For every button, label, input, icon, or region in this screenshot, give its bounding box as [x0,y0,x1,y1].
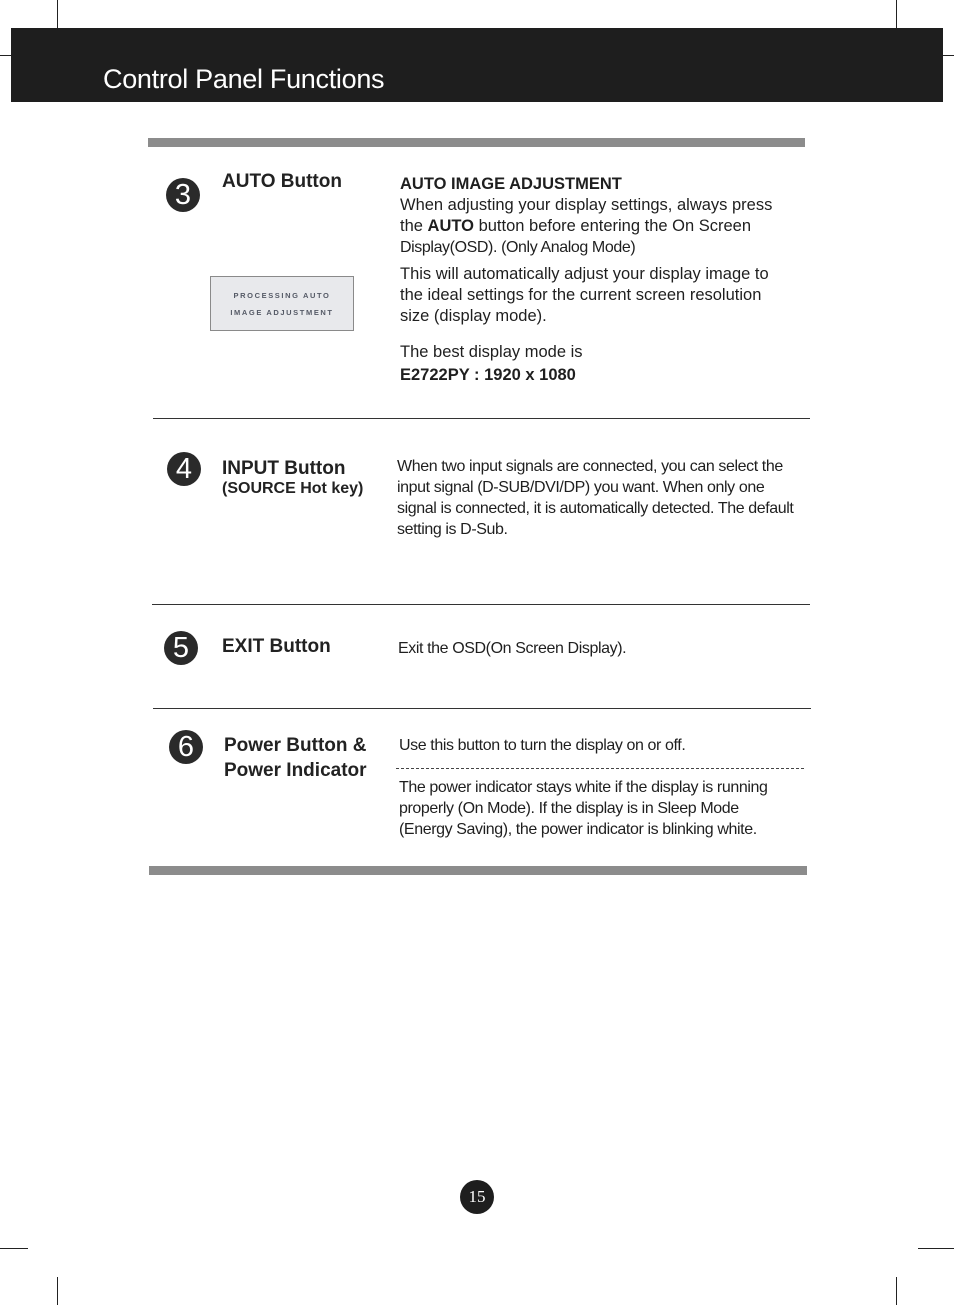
auto-text-fragment: the [400,217,428,235]
section-number-6: 6 [169,730,203,764]
auto-text-line: the ideal settings for the current screen resolution [400,286,762,304]
exit-text: Exit the OSD(On Screen Display). [398,640,627,657]
auto-text-line: This will automatically adjust your display image to [400,265,769,283]
section-number-5: 5 [164,631,198,665]
crop-mark [57,0,58,28]
auto-text-line: The best display mode is [400,343,583,361]
power-indicator-text-line: properly (On Mode). If the display is in Sleep Mode [399,800,739,817]
crop-mark [943,55,954,56]
auto-text-fragment: button before entering the On Screen [473,217,752,235]
power-indicator-text-line: (Energy Saving), the power indicator is blinking white. [399,821,757,838]
power-indicator-title: Power Indicator [224,760,367,781]
input-text-line: signal is connected, it is automatically detected. The default [397,500,794,517]
crop-mark [57,1277,58,1305]
osd-line-2: IMAGE ADJUSTMENT [230,308,334,317]
osd-message-box [210,276,354,331]
crop-mark [896,1277,897,1305]
input-text-line: When two input signals are connected, you can select the [397,458,783,475]
power-text: Use this button to turn the display on or off. [399,737,686,754]
section-divider [152,604,810,605]
input-text-line: input signal (D-SUB/DVI/DP) you want. When only one [397,479,765,496]
auto-text-line: Display(OSD). (Only Analog Mode) [400,239,636,256]
crop-mark [896,0,897,28]
auto-heading: AUTO IMAGE ADJUSTMENT [400,175,622,193]
section-divider [153,418,810,419]
top-divider [148,138,805,147]
page-number: 15 [460,1180,494,1214]
input-button-title: INPUT Button [222,458,346,479]
power-indicator-text-line: The power indicator stays white if the display is running [399,779,768,796]
section-number-4: 4 [167,452,201,486]
crop-mark [0,1248,28,1249]
auto-text-line: size (display mode). [400,307,547,325]
auto-text-line [400,216,751,237]
crop-mark [918,1248,954,1249]
exit-button-title: EXIT Button [222,636,331,657]
auto-text-line: When adjusting your display settings, always press [400,196,773,214]
power-button-title: Power Button & [224,735,367,756]
crop-mark [0,55,11,56]
input-text-line: setting is D-Sub. [397,521,508,538]
input-button-subtitle: (SOURCE Hot key) [222,480,364,497]
page-title: Control Panel Functions [103,64,385,94]
auto-button-title: AUTO Button [222,171,342,192]
section-number-3: 3 [166,178,200,212]
auto-keyword: AUTO [427,217,474,235]
bottom-divider [149,866,807,875]
osd-line-1: PROCESSING AUTO [233,291,331,300]
best-display-mode: E2722PY : 1920 x 1080 [400,366,576,384]
section-divider [153,708,811,709]
dashed-divider [396,768,804,769]
